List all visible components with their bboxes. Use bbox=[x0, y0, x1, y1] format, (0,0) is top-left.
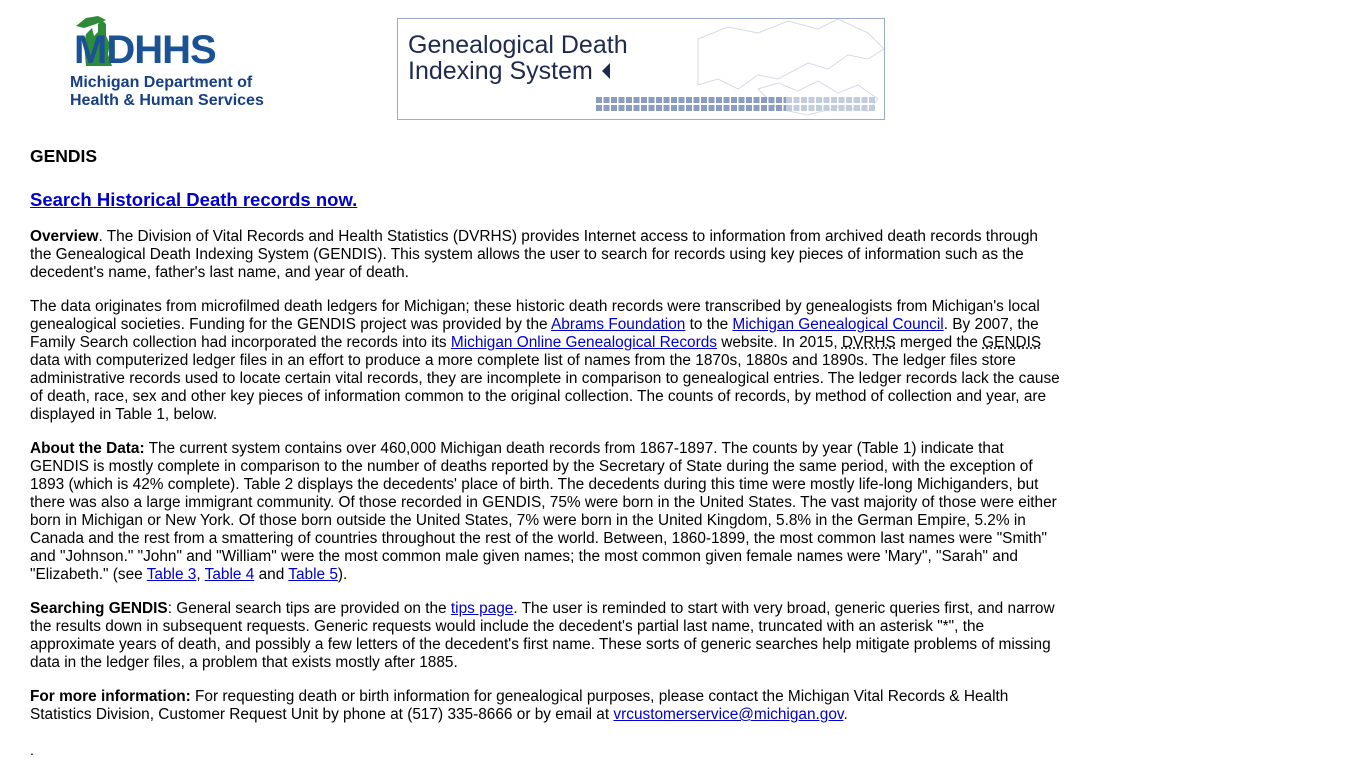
banner-square bbox=[709, 97, 715, 103]
mdhhs-acronym bbox=[74, 28, 216, 73]
searching-paragraph bbox=[30, 600, 1060, 672]
origin-text: data with computerized ledger files in an effort to produce a more complete list of names from the 1870s, 1880s and 1890s. The ledger files store administrative records used to locate certain vital records, they are incomplete in comparison to genealogical entries. The ledger records lack the cause of death, race, sex and other key pieces of information common to the original collection. The counts of records, by method of collection and year, are displayed in Table 1, below. bbox=[30, 352, 1060, 423]
overview-label: Overview bbox=[30, 228, 99, 245]
banner-square bbox=[761, 97, 767, 103]
origin-text: website. In 2015, bbox=[716, 334, 842, 351]
banner-square bbox=[862, 105, 868, 111]
banner-square bbox=[649, 97, 655, 103]
more-info-label: For more information: bbox=[30, 688, 191, 705]
banner-square bbox=[686, 97, 692, 103]
page-title: GENDIS bbox=[30, 146, 98, 166]
banner-square bbox=[656, 97, 662, 103]
more-info-text: For requesting death or birth information for genealogical purposes, please contact the Michigan Vital Records & Health Statistics Division, Customer Request Unit by phone at (517) 335-8666 or by email at bbox=[30, 688, 1009, 723]
banner-square bbox=[656, 105, 662, 111]
tips-page-link[interactable]: tips page bbox=[450, 600, 514, 617]
banner-square bbox=[746, 105, 752, 111]
banner-square bbox=[831, 105, 837, 111]
banner-square bbox=[839, 105, 845, 111]
banner-title-line2 bbox=[408, 57, 612, 86]
banner-square bbox=[724, 105, 730, 111]
banner-square bbox=[739, 97, 745, 103]
banner-square bbox=[754, 97, 760, 103]
dvrhs-abbr: DVRHS bbox=[841, 334, 896, 351]
banner-square bbox=[679, 97, 685, 103]
banner-square bbox=[716, 105, 722, 111]
banner-square bbox=[816, 97, 822, 103]
banner-square bbox=[761, 105, 767, 111]
searching-text: . The user is reminded to start with very broad, generic queries first, and narrow the results down in subsequent requests. Generic requests would include the decedent's partial last name, truncated with an asterisk "*", the approximate years of death, and possibly a few letters of the decedent's first name. These sorts of generic searches help mitigate problems of missing data in the ledger files, a problem that exists mostly after 1885. bbox=[30, 600, 1055, 671]
more-info-paragraph bbox=[30, 688, 1060, 724]
banner-square bbox=[664, 97, 670, 103]
banner-square bbox=[641, 97, 647, 103]
banner-square bbox=[839, 97, 845, 103]
banner-square bbox=[619, 105, 625, 111]
searching-label: Searching GENDIS bbox=[30, 600, 168, 617]
banner-square bbox=[649, 105, 655, 111]
email-link[interactable]: vrcustomerservice@michigan.gov bbox=[613, 706, 844, 723]
banner-square bbox=[831, 97, 837, 103]
banner-square bbox=[634, 97, 640, 103]
banner-square bbox=[724, 97, 730, 103]
banner-square bbox=[794, 105, 800, 111]
gendis-banner bbox=[397, 18, 885, 120]
banner-square bbox=[824, 105, 830, 111]
banner-square bbox=[641, 105, 647, 111]
abrams-foundation-link[interactable]: Abrams Foundation bbox=[551, 316, 686, 333]
table-3-link[interactable]: Table 3 bbox=[146, 566, 197, 583]
banner-square bbox=[809, 97, 815, 103]
banner-square bbox=[824, 97, 830, 103]
banner-square bbox=[846, 105, 852, 111]
banner-square bbox=[664, 105, 670, 111]
banner-square bbox=[801, 97, 807, 103]
banner-square bbox=[701, 97, 707, 103]
search-historical-death-records-link[interactable]: Search Historical Death records now. bbox=[30, 189, 358, 210]
banner-square bbox=[739, 105, 745, 111]
banner-square bbox=[626, 105, 632, 111]
overview-text: . The Division of Vital Records and Health Statistics (DVRHS) provides Internet access to information from archived death records through the Genealogical Death Indexing System (GENDIS). This system allows the user to search for records using key pieces of information such as the decedent's name, father's last name, and year of death. bbox=[30, 228, 1038, 281]
banner-title-line1: Genealogical Death bbox=[408, 31, 628, 59]
about-label: About the Data: bbox=[30, 440, 145, 457]
banner-square bbox=[769, 105, 775, 111]
banner-square bbox=[816, 105, 822, 111]
triangle-pointer-icon bbox=[600, 61, 612, 81]
banner-square bbox=[716, 97, 722, 103]
origin-text: merged the bbox=[895, 334, 983, 351]
banner-square bbox=[604, 105, 610, 111]
banner-square bbox=[754, 105, 760, 111]
banner-square bbox=[596, 105, 602, 111]
banner-square bbox=[869, 105, 875, 111]
michigan-genealogical-council-link[interactable]: Michigan Genealogical Council bbox=[732, 316, 944, 333]
searching-text: : General search tips are provided on the bbox=[167, 600, 451, 617]
banner-square bbox=[694, 97, 700, 103]
about-data-paragraph bbox=[30, 440, 1060, 584]
origin-text: The data originates from microfilmed death ledgers for Michigan; these historic death records were transcribed by genealogists from Michigan's local genealogical societies. Funding for the GENDIS project was provided by the bbox=[30, 298, 1040, 333]
banner-square bbox=[619, 97, 625, 103]
banner-square bbox=[671, 105, 677, 111]
banner-square bbox=[854, 105, 860, 111]
banner-square bbox=[611, 105, 617, 111]
banner-square bbox=[786, 105, 792, 111]
banner-square bbox=[809, 105, 815, 111]
mdhhs-logo bbox=[68, 14, 298, 114]
banner-square bbox=[709, 105, 715, 111]
origin-text: . By 2007, the Family Search collection had incorporated the records into its bbox=[30, 316, 1039, 351]
banner-square bbox=[746, 97, 752, 103]
banner-square bbox=[731, 105, 737, 111]
dept-name-line2: Health & Human Services bbox=[70, 92, 264, 109]
banner-title-line2-text: Indexing System bbox=[408, 57, 593, 85]
banner-square bbox=[626, 97, 632, 103]
banner-square bbox=[604, 97, 610, 103]
banner-square bbox=[686, 105, 692, 111]
banner-square bbox=[694, 105, 700, 111]
banner-square bbox=[701, 105, 707, 111]
gendis-abbr: GENDIS bbox=[982, 334, 1042, 351]
table-5-link[interactable]: Table 5 bbox=[288, 566, 338, 583]
michigan-online-genealogical-records-link[interactable]: Michigan Online Genealogical Records bbox=[450, 334, 717, 351]
banner-square bbox=[611, 97, 617, 103]
banner-square bbox=[769, 97, 775, 103]
decorative-squares bbox=[596, 97, 875, 111]
banner-square bbox=[776, 105, 782, 111]
banner-square bbox=[596, 97, 602, 103]
trailing-dot: . bbox=[30, 742, 34, 758]
more-info-text: . bbox=[843, 706, 848, 723]
data-origin-paragraph bbox=[30, 298, 1060, 424]
table-4-link[interactable]: Table 4 bbox=[204, 566, 255, 583]
overview-paragraph bbox=[30, 228, 1060, 282]
origin-text: to the bbox=[685, 316, 733, 333]
banner-square bbox=[801, 105, 807, 111]
banner-square bbox=[776, 97, 782, 103]
banner-square bbox=[634, 105, 640, 111]
about-text: ). bbox=[337, 566, 348, 583]
about-text: and bbox=[254, 566, 289, 583]
banner-square bbox=[846, 97, 852, 103]
banner-square bbox=[731, 97, 737, 103]
banner-square bbox=[786, 97, 792, 103]
banner-square bbox=[854, 97, 860, 103]
about-text: The current system contains over 460,000 Michigan death records from 1867-1897. The counts by year (Table 1) indicate that GENDIS is mostly complete in comparison to the number of deaths reported by the Secretary of State during the same period, with the exception of 1893 (which is 42% complete). Table 2 displays the decedents' place of birth. The decedents during this time were mostly life-long Michiganders, but there was also a large immigrant community. Of those recorded in GENDIS, 75% were born in the United States. The vast majority of those were either born in Michigan or New York. Of those born outside the United States, 7% were born in the United Kingdom, 5.8% in the German Empire, 5.2% in Canada and the rest from a smattering of countries throughout the rest of the world. Between, 1860-1899, the most common last names were "Smith" and "Johnson." "John" and "William" were the most common male given names; the most common given female names were 'Mary", "Sarah" and "Elizabeth." (see bbox=[30, 440, 1057, 583]
banner-square bbox=[862, 97, 868, 103]
mdhhs-dhhs-letters: DHHS bbox=[106, 28, 216, 72]
banner-square bbox=[869, 97, 875, 103]
banner-square bbox=[671, 97, 677, 103]
banner-square bbox=[794, 97, 800, 103]
dept-name-line1: Michigan Department of bbox=[70, 74, 253, 91]
main-content bbox=[30, 146, 1060, 740]
about-text: , bbox=[196, 566, 205, 583]
banner-square bbox=[679, 105, 685, 111]
mdhhs-m-letter: M bbox=[74, 28, 107, 72]
